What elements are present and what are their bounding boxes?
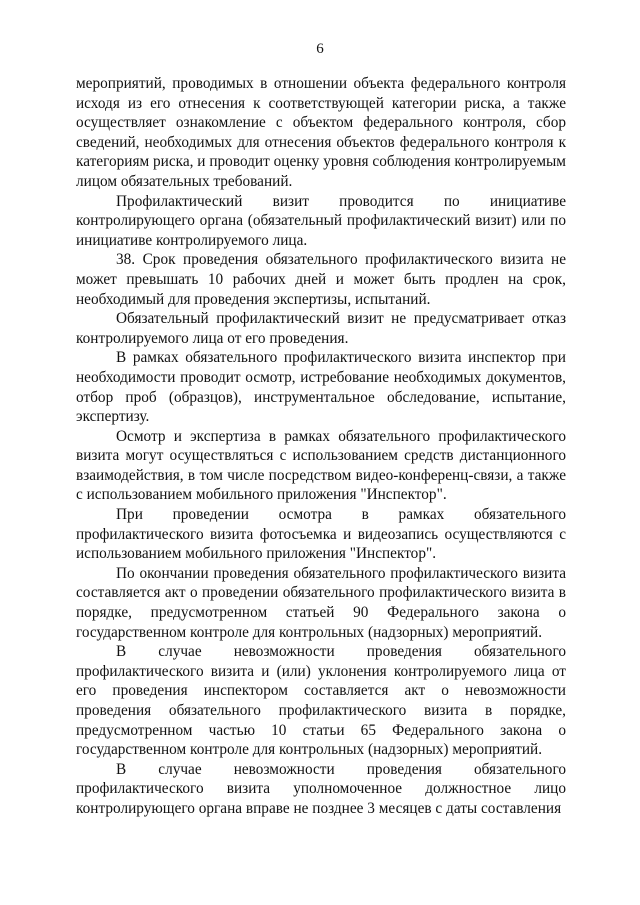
paragraph: Обязательный профилактический визит не предусматривает отказ контролируемого лица от его проведения. — [76, 310, 566, 347]
paragraph-continuation: мероприятий, проводимых в отношении объекта федерального контроля исходя из его отнесения к соответствующей категории риска, а также осуществляет ознакомление с объектом федерального контроля, сбор сведений, необходимых для отнесения объектов федерального контроля к категориям риска, и проводит оценку уровня соблюдения контролируемым лицом обязательных требований. — [76, 75, 566, 190]
paragraph: По окончании проведения обязательного профилактического визита составляется акт о проведении обязательного профилактического визита в порядке, предусмотренном статьей 90 Федерального закона о государственном контроле для контрольных (надзорных) мероприятий. — [76, 564, 566, 641]
paragraph: Профилактический визит проводится по инициативе контролирующего органа (обязательный профилактический визит) или по инициативе контролируемого лица. — [76, 192, 566, 249]
paragraph: В случае невозможности проведения обязательного профилактического визита и (или) уклонения контролируемого лица от его проведения инспектором составляется акт о невозможности проведения обязательного профилактического визита в порядке, предусмотренном частью 10 статьи 65 Федерального закона о государственном контроле для контрольных (надзорных) мероприятий. — [76, 643, 566, 759]
paragraph: В рамках обязательного профилактического визита инспектор при необходимости проводит осмотр, истребование необходимых документов, отбор проб (образцов), инструментальное обследование, испытание, экспертизу. — [76, 349, 566, 426]
paragraph: При проведении осмотра в рамках обязательного профилактического визита фотосъемка и видеозапись осуществляются с использованием мобильного приложения "Инспектор". — [76, 506, 566, 563]
paragraph: В случае невозможности проведения обязательного профилактического визита уполномоченное должностное лицо контролирующего органа вправе не позднее 3 месяцев с даты составления — [76, 760, 566, 817]
document-body — [76, 74, 566, 819]
paragraph: Осмотр и экспертиза в рамках обязательного профилактического визита могут осуществляться с использованием средств дистанционного взаимодействия, в том числе посредством видео-конференц-связи, а также с использованием мобильного приложения "Инспектор". — [76, 427, 566, 504]
page-number: 6 — [316, 41, 324, 57]
paragraph-clause-38: 38. Срок проведения обязательного профилактического визита не может превышать 10 рабочих дней и может быть продлен на срок, необходимый для проведения экспертизы, испытаний. — [76, 251, 566, 308]
